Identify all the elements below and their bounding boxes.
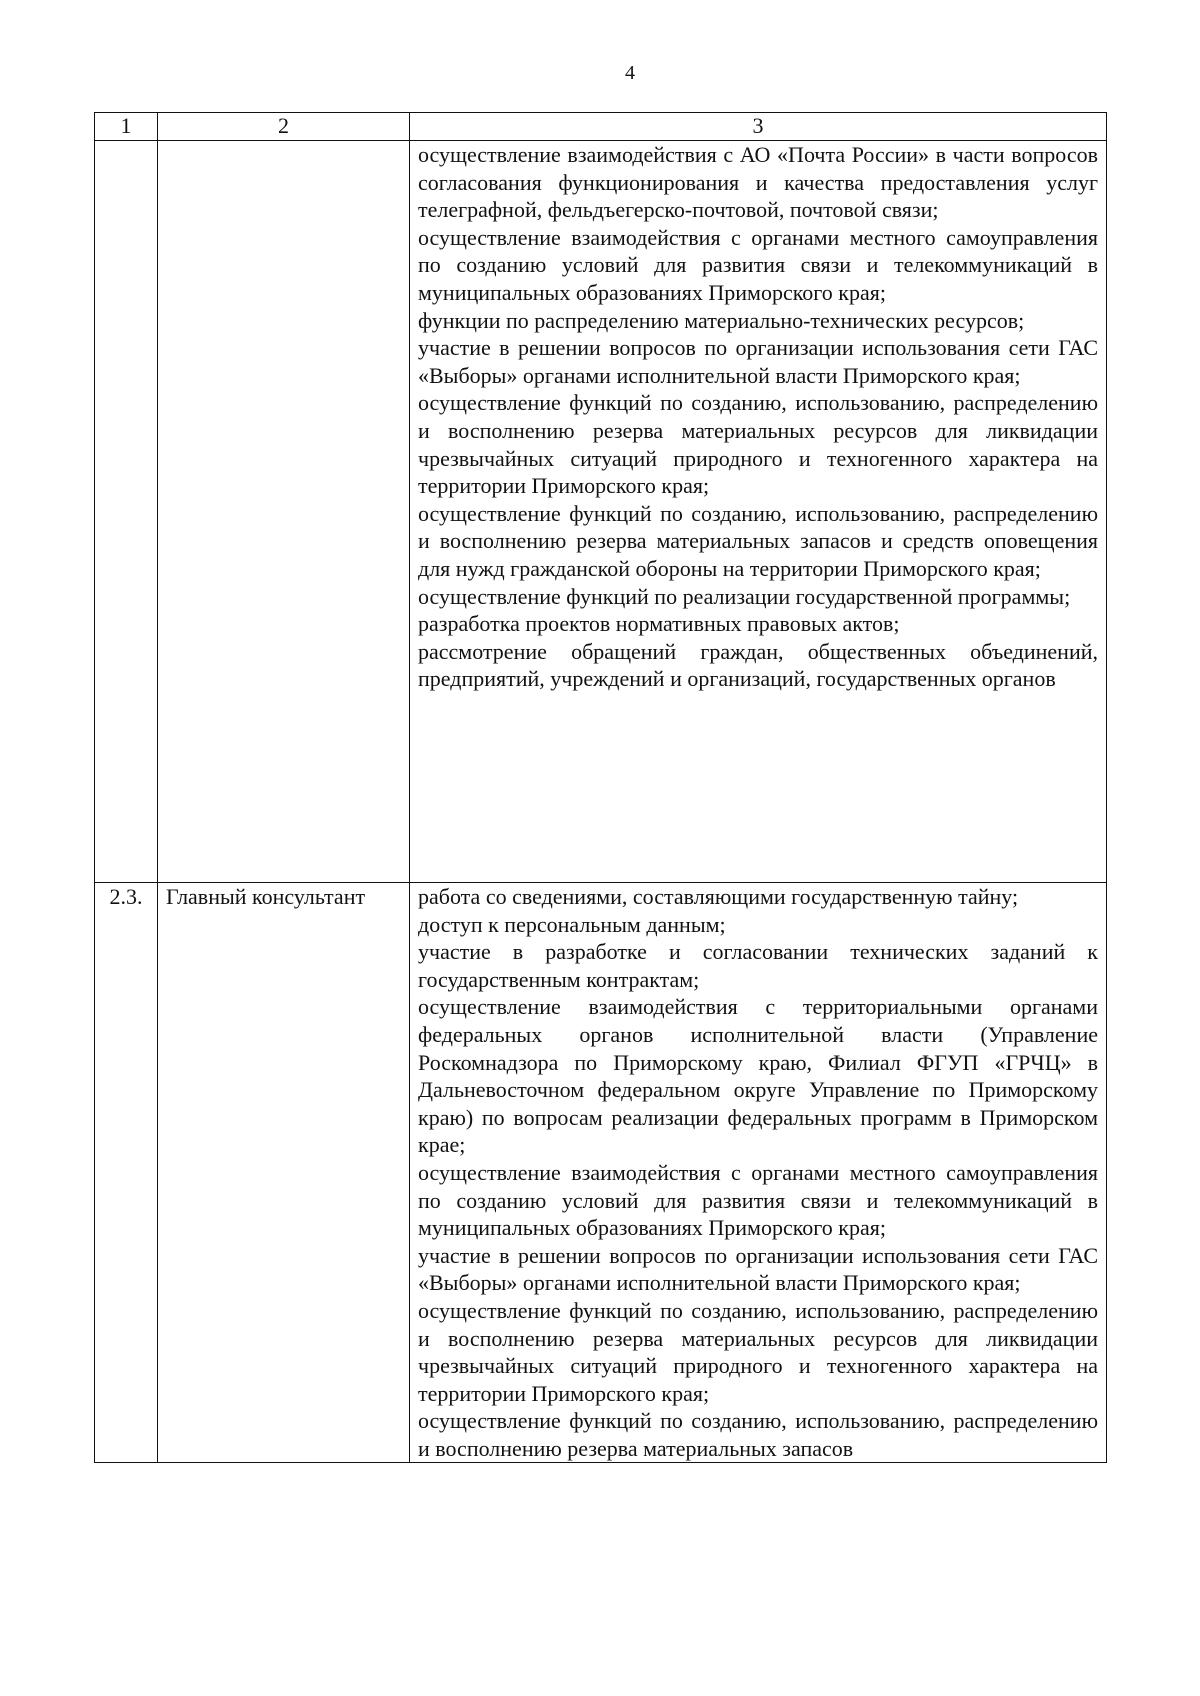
table-row	[95, 141, 1107, 883]
duty-item: доступ к персональным данным;	[418, 911, 726, 937]
duty-item: разработка проектов нормативных правовых актов;	[418, 611, 900, 637]
duty-item: участие в решении вопросов по организации использования сети ГАС «Выборы» органами исполнительной власти Приморского края;	[418, 335, 1098, 388]
duty-item: работа со сведениями, составляющими государственную тайну;	[418, 884, 1019, 909]
position-title: Главный консультант	[158, 883, 410, 1463]
duties-cell	[410, 883, 1107, 1463]
duty-item: осуществление взаимодействия с органами местного самоуправления по созданию условий для развития связи и телекоммуникаций в муниципальных образованиях Приморского края;	[418, 1159, 1098, 1241]
duty-item: осуществление функций по реализации государственной программы;	[418, 583, 1071, 609]
page-number: 4	[625, 62, 635, 84]
duties-table	[94, 112, 1107, 1463]
row-number	[95, 141, 158, 883]
column-header-1: 1	[95, 113, 158, 141]
column-header-2: 2	[158, 113, 410, 141]
duty-item: осуществление функций по созданию, использованию, распределению и восполнению резерва материальных ресурсов для ликвидации чрезвычайных ситуаций природного и техногенного характера на территории Приморского края;	[418, 1297, 1098, 1406]
row-number: 2.3.	[95, 883, 158, 1463]
position-title	[158, 141, 410, 883]
duty-item: осуществление функций по созданию, использованию, распределению и восполнению резерва материальных запасов	[418, 1408, 1098, 1461]
duty-item: осуществление взаимодействия с АО «Почта России» в части вопросов согласования функционирования и качества предоставления услуг телеграфной, фельдъегерско-почтовой, почтовой связи;	[418, 142, 1098, 223]
duty-item: осуществление взаимодействия с территориальными органами федеральных органов исполнительной власти (Управление Роскомнадзора по Приморскому краю, Филиал ФГУП «ГРЧЦ» в Дальневосточном федеральном округе Управление по Приморскому краю) по вопросам реализации федеральных программ в Приморском крае;	[418, 994, 1098, 1158]
duty-item: рассмотрение обращений граждан, общественных объединений, предприятий, учреждений и организаций, государственных органов	[418, 638, 1098, 692]
duty-item: осуществление функций по созданию, использованию, распределению и восполнению резерва материальных ресурсов для ликвидации чрезвычайных ситуаций природного и техногенного характера на территории Приморского края;	[418, 390, 1098, 499]
duty-item: участие в разработке и согласовании технических заданий к государственным контрактам;	[418, 939, 1098, 992]
duty-item: участие в решении вопросов по организации использования сети ГАС «Выборы» органами исполнительной власти Приморского края;	[418, 1242, 1098, 1296]
duty-item: функции по распределению материально-технических ресурсов;	[418, 307, 1025, 333]
duty-item: осуществление функций по созданию, использованию, распределению и восполнению резерва материальных запасов и средств оповещения для нужд гражданской обороны на территории Приморского края;	[418, 500, 1098, 581]
duty-item: осуществление взаимодействия с органами местного самоуправления по созданию условий для развития связи и телекоммуникаций в муниципальных образованиях Приморского края;	[418, 224, 1098, 305]
table-header-row	[95, 113, 1107, 141]
column-header-3: 3	[410, 113, 1107, 141]
duties-cell	[410, 141, 1107, 883]
table-row	[95, 883, 1107, 1463]
